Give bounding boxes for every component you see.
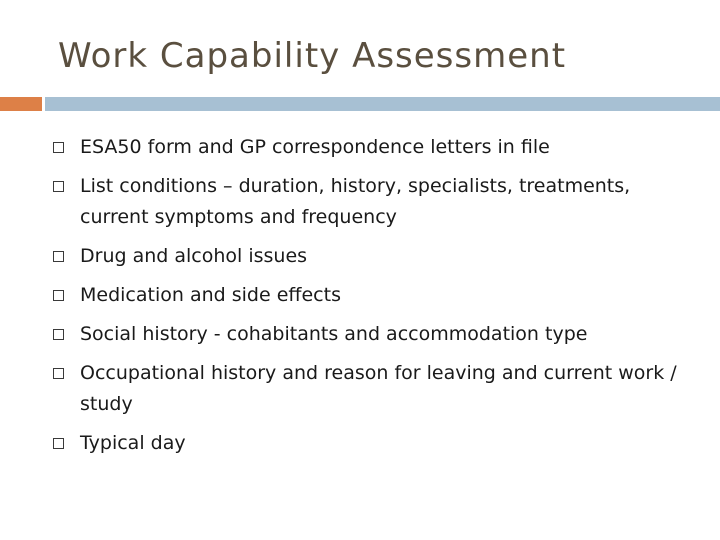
square-bullet-icon xyxy=(53,251,64,262)
bullet-text: ESA50 form and GP correspondence letters in file xyxy=(80,136,550,158)
bullet-text: Social history - cohabitants and accommodation type xyxy=(80,323,588,345)
square-bullet-icon xyxy=(53,368,64,379)
bullet-item xyxy=(52,428,702,459)
bullet-item xyxy=(52,241,702,272)
square-bullet-icon xyxy=(53,438,64,449)
square-bullet-icon xyxy=(53,290,64,301)
title-accent-bar xyxy=(0,97,42,111)
square-bullet-icon xyxy=(53,181,64,192)
bullet-text: Occupational history and reason for leaving and current work / study xyxy=(80,362,677,415)
bullet-text: Typical day xyxy=(80,432,186,454)
bullet-text: Drug and alcohol issues xyxy=(80,245,308,267)
bullet-list xyxy=(52,132,702,467)
square-bullet-icon xyxy=(53,142,64,153)
slide-title: Work Capability Assessment xyxy=(58,36,567,76)
square-bullet-icon xyxy=(53,329,64,340)
bullet-item xyxy=(52,358,702,420)
bullet-item xyxy=(52,132,702,163)
bullet-text: Medication and side effects xyxy=(80,284,341,306)
bullet-item xyxy=(52,171,702,233)
bullet-item xyxy=(52,319,702,350)
title-divider-bar xyxy=(45,97,720,111)
bullet-item xyxy=(52,280,702,311)
bullet-text: List conditions – duration, history, specialists, treatments, current symptoms and frequency xyxy=(80,175,631,228)
